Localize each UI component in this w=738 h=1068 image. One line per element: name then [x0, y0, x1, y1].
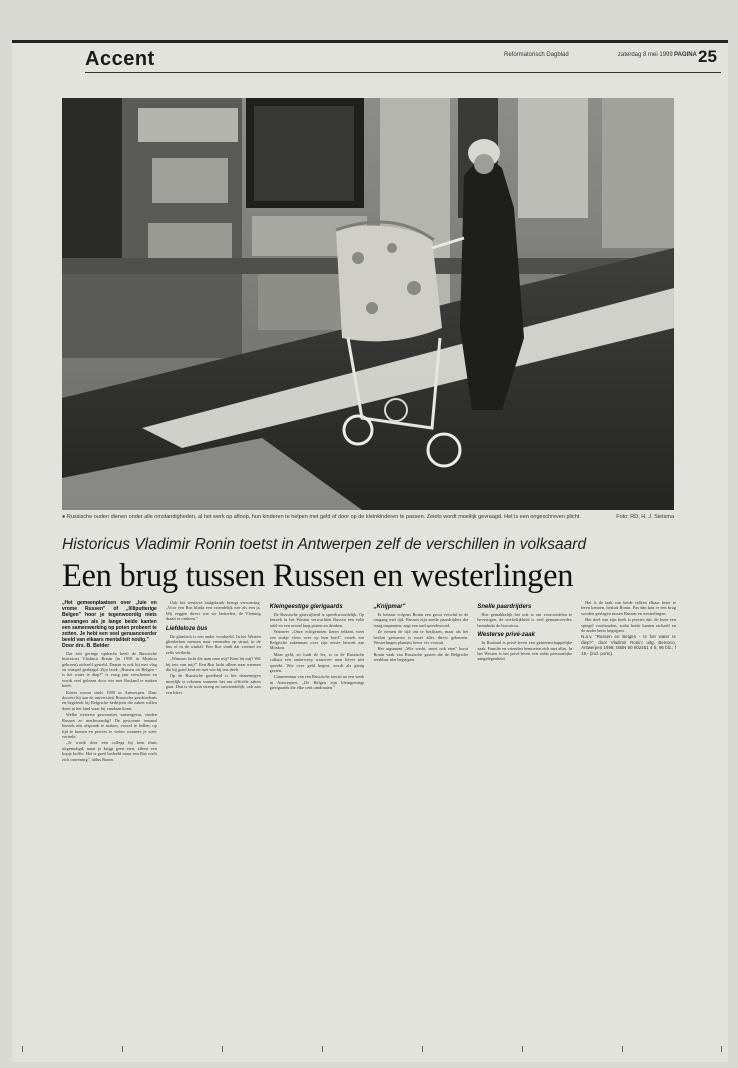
article-column-1 — [62, 600, 157, 1016]
paragraph: Er bestaat volgens Ronin een groot verschil in de omgang met tijd. Russen zijn snelle paardrijders die traag inspannen, zegt een oud spreekwoord. — [373, 612, 469, 628]
top-rule — [12, 40, 728, 43]
subheading: „Knijpmar" — [373, 604, 406, 610]
paragraph: Dat zeit geringe opdracht heeft de Russische historicus Vladimir Ronin (in 1958 in Moskou geboren) zichzelf gesteld. Daarin is ook bij met vlag en wimpel geslaagd. Zijn boek „Russen en Belgen - is het water te diep?" is vorig jaar verschenen en wordt veel gelezen door wie met Rusland te maken heeft. — [62, 650, 157, 689]
article-photo — [62, 98, 674, 510]
article-column-4 — [373, 600, 468, 1016]
newspaper-name: Reformatorisch Dagblad — [504, 52, 569, 58]
page-label: PAGINA — [674, 52, 697, 58]
paragraph: Het is de taak van beide volken elkaar beter te leren kennen, besluit Ronin. Pas dan kan er een brug worden geslagen tussen Russen en westerlingen. — [581, 600, 676, 616]
paragraph: De Russische gastvrijheid is spreekwoordelijk. Op bezoek in het Westen verwachten Russen een volle tafel en een avond lang praten en drinken. — [269, 612, 365, 628]
article-lead: „Het gemeenplaatsen over „luie en vrome Russen" of „lilliputterige Belgen" hoor je tegenwoordig niets aanvangen als je lange beide kanten een samenwerking op poten probeert te zetten. Je hebt een veel genuanceerder beeld van elkaars mentaliteit nodig." — [62, 600, 157, 644]
paragraph: Hoe gemakkelijk het ook is om vooroordelen te bevestigen, de werkelijkheid is veel genuanceerder, benadrukt de historicus. — [477, 612, 573, 628]
paragraph: Commentaar van een Russische toerist na een week in Antwerpen: „De Belgen zijn kleingeestige gierigaards die elke cent omdraaien." — [269, 674, 365, 691]
article-headline: Een brug tussen Russen en westerlingen — [62, 558, 574, 594]
article-body — [62, 600, 676, 1016]
subheading: Kleingeestige gierigaards — [269, 604, 343, 610]
paragraph: In Rusland is privé-leven een gemeenschappelijke zaak. Familie en vrienden bemoeien zich met alles. In het Westen is het privé-leven een strikt persoonlijke aangelegenheid. — [477, 640, 573, 662]
article-column-3 — [270, 600, 365, 1016]
subheading: Snelle paardrijders — [477, 604, 532, 610]
publication-date: zaterdag 8 mei 1999 — [618, 52, 673, 58]
paragraph: Welke westerse gewoonten, samengevat, vinden Russen zo merkwaardig? De gewoonte iemand bezoek een afspraak te maken, vooraf te bellen, op tijd te komen en precies te weten wanneer je weer vertrekt. — [62, 712, 157, 739]
paragraph: Het argument „Wie werkt, moet ook eten" hoort Ronin vaak van Russische gasten die de Belgische werklust niet begrijpen. — [373, 646, 469, 663]
paragraph: Maar geld, zo luidt de les, is in de Russische cultuur een onderwerp waarover men liever niet spreekt. Wie over geld begint, wordt als gierig gezien. — [269, 651, 365, 674]
article-byline: Door drs. B. Belder — [62, 643, 110, 650]
photo-illustration — [62, 98, 674, 510]
photo-caption — [62, 514, 674, 520]
page-number: 25 — [698, 47, 717, 66]
subheading: Liefdeloze bus — [165, 625, 208, 632]
paragraph: Ronin woont sinds 1990 in Antwerpen. Daar doceert hij aan de universiteit Russische geschiedenis en begeleidt hij Belgische bedrijven die zaken willen doen in het land waar hij vandaan komt. — [62, 689, 157, 711]
article-column-6 — [581, 600, 676, 1016]
paragraph: Op de Russische goedheid is het daarentegen moeilijk te rekenen wanneer het om officiële zaken gaat. Dan is de toon streng en onvriendelijk, ook aan een loket. — [165, 673, 261, 695]
article-kicker: Historicus Vladimir Ronin toetst in Antwerpen zelf de verschillen in volksaard — [62, 536, 587, 553]
book-note: N.a.v. "Russen en Belgen - Is het water te diep?", door Vladimir Ronin; uitg. Berenco, Antwerpen 1998; ISBN 90 802461 4 5; 96 blz.; f 19,- (incl. porto). — [581, 634, 676, 656]
paragraph: „Waarom lacht die man naar mij? Kent hij mij? Wil hij iets van mij?" Een Rus lacht alleen naar mensen die hij goed kent en met wie hij iets deelt. — [165, 656, 261, 673]
paragraph: De glimlach is een ander voorbeeld. In het Westen glimlachen mensen naar vreemden op straat, in de bus of in de winkel. Een Rus vindt dat vreemd en zelfs verdacht. — [165, 633, 261, 655]
paragraph: „Je wordt door een collega bij hem thuis uitgenodigd, maar je krijgt geen eten, alleen een kopje koffie. Het is goed bedoeld maar een Rus voelt zich onwennig", aldus Ronin. — [62, 740, 157, 762]
caption-text: ● Russische ouden dienen onder alle omstandigheden, al het werk op afloop, hun kinderen te helpen met geld of door op de kleinkinderen te passen. Zeiets wordt moeilijk gevraagd. Het is een ongeschreven plicht. — [62, 514, 581, 520]
crop-marks — [22, 1046, 722, 1054]
article-column-2 — [166, 600, 261, 1016]
photo-credit: Foto: RD, H. J. Sietsma — [616, 514, 674, 520]
article-column-5 — [477, 600, 572, 1016]
paragraph: Het doel van zijn boek is precies dat: de lezer een spiegel voorhouden, zodat beide kanten zichzelf en de ander beter begrijpen. — [581, 617, 676, 634]
subheading: Westerse privé-zaak — [477, 632, 535, 639]
paragraph: Wanneer „Onze echtgenoten lieten telkens weer een stukje vlees over op hun bord", vertelt een Belgische zakenman over zijn eerste bezoek aan Moskou. — [269, 629, 365, 651]
paragraph: Ze nemen de tijd om te beslissen, maar als het besluit genomen is moet alles direct gebeuren. Westerlingen plannen liever ver vooruit. — [373, 629, 469, 646]
paragraph: Ook het westerse taalgebruik brengt verwarring. „Voor een Rus klinkt een vriendelijk nee als een ja. Wij zeggen direct wat we bedoelen, de Vlaming draait er omheen." — [165, 600, 261, 622]
section-title: Accent — [85, 48, 155, 70]
masthead-rule — [85, 72, 721, 73]
